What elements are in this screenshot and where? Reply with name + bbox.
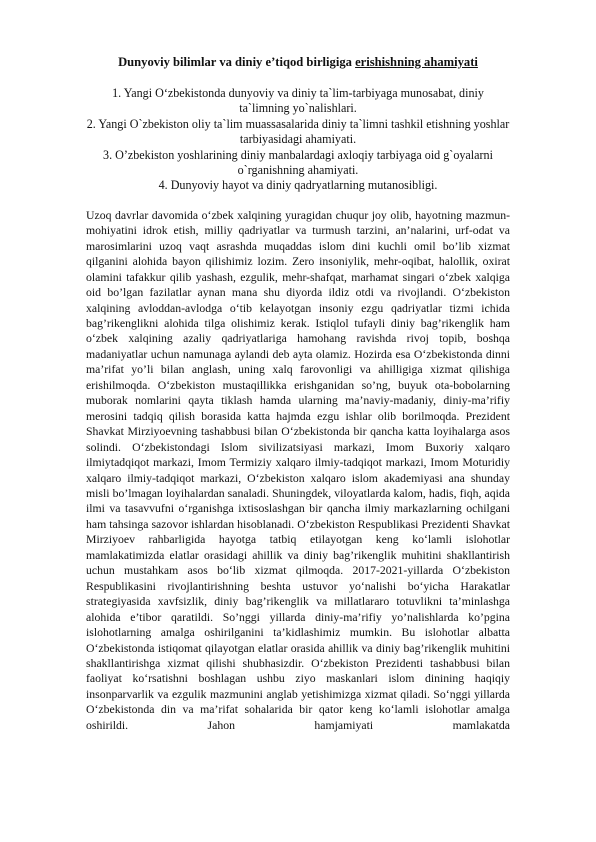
plan-item: 2. Yangi O`zbekiston oliy ta`lim muassasalarida diniy ta`limni tashkil etishning yoshlar tarbiyasidagi ahamiyati. [86,116,510,147]
title-main: Dunyoviy bilimlar va diniy e’tiqod birligiga [118,55,356,69]
document-page [86,54,510,733]
title-underlined: erishishning ahamiyati [355,55,478,69]
document-title [86,54,510,70]
plan-item: 4. Dunyoviy hayot va diniy qadryatlarning mutanosibligi. [158,178,438,193]
topic-plan-list [86,86,510,194]
body-paragraph: Uzoq davrlar davomida o‘zbek xalqining yuragidan chuqur joy olib, hayotning mazmun-mohiyatini idrok etish, milliy qadriyatlar va turmush tarzini, an’nalarini, urf-odat va marosimlarini uzoq vaqt asrashda muqaddas islom dini kuchli omil bo’lib xizmat qilganini alohida bayon qilishimiz lozim. Zero insoniylik, mehr-oqibat, halollik, oxirat olamini tafakkur qilib yashash, ezgulik, mehr-shafqat, marhamat singari o‘zbek xalqiga oid bo’lgan fazilatlar aynan mana shu diyorda ildiz otdi va rivojlandi. O‘zbekiston xalqining avloddan-avlodga o‘tib kelayotgan insoniy ezgu qadriyatlar tizmi ichida bag’rikenglikni alohida tilga olishimiz kerak. Istiqlol tufayli diniy bag’rikenglik ham o‘zbek xalqining azaliy qadriyatlariga hamohang ravishda rivoj topib, boshqa madaniyatlar uchun namunaga aylandi deb ayta olamiz. Hozirda esa O‘zbekistonda dinni ma’rifat yo’li bilan anglash, uning xalq farovonligi va ahilligiga xizmat qilishiga erishilmoqda. O‘zbekiston mustaqillikka erishganidan so’ng, buyuk ota-bobolarning muborak nomlarini qayta tiklash hamda ularning ma’naviy-madaniy, diniy-ma’rifiy merosini tadqiq qilish borasida katta hajmda ezgu ishlar olib borilmoqda. Prezident Shavkat Mirziyoevning tashabbusi bilan O‘zbekistonda bir qancha katta loyihalarga asos solindi. O‘zbekistondagi Islom sivilizatsiyasi markazi, Imom Buxoriy xalqaro ilmiytadqiqot markazi, Imom Termiziy xalqaro ilmiy-tadqiqot markazi, Imom Moturidiy xalqaro ilmiy-tadqiqot markazi, O‘zbekiston xalqaro islom akademiyasi ana shunday misli bo’lmagan loyihalardan sanaladi. Shuningdek, viloyatlarda kalom, hadis, fiqh, aqida ilmi va tasavvufni o‘rganishga ixtisoslashgan bir qancha ilmiy markazlarning ochilgani ham tahsinga sazovor ishlardan hisoblanadi. O‘zbekiston Respublikasi Prezidenti Shavkat Mirziyoev rahbarligida hayotga tatbiq etilayotgan keng ko‘lamli islohotlar mamlakatimizda elatlar orasidagi ahillik va diniy bag’rikenglik muhitini shakllantirish uchun mustahkam asos bo‘lib xizmat qilmoqda. 2017-2021-yillarda O‘zbekiston Respublikasini rivojlantirishning beshta ustuvor yo‘nalishi bo‘yicha Harakatlar strategiyasida xavfsizlik, diniy bag’rikenglik va millatlararo totuvlikni ta’minlashga alohida e’tibor qaratildi. So’nggi yillarda diniy-ma’rifiy yo’nalishlarda ko’pgina islohotlarning amalga oshirilganini ta’kidlashimiz mumkin. Bu islohotlar albatta O‘zbekistonda istiqomat qilayotgan elatlar orasida ahillik va diniy bag’rikenglik muhitini shakllantirishga xizmat qilishi shubhasizdir. O‘zbekiston Prezidenti tashabbusi bilan faoliyat ko‘rsatishni boshlagan ushbu ziyo maskanlari islom dinining haqiqiy insonparvarlik va ezgulik mazmunini anglab yetishimizga xizmat qiladi. So‘nggi yillarda O‘zbekistonda din va ma’rifat sohalarida bir qator keng ko‘lamli islohotlar amalga oshirildi. Jahon hamjamiyati mamlakatda [86,208,510,732]
plan-item: 3. O’zbekiston yoshlarining diniy manbalardagi axloqiy tarbiyaga oid g`oyalarni o`rganishning ahamiyati. [103,147,493,178]
plan-item: 1. Yangi O‘zbekistonda dunyoviy va diniy ta`lim-tarbiyaga munosabat, diniy ta`limning yo`nalishlari. [112,86,484,116]
